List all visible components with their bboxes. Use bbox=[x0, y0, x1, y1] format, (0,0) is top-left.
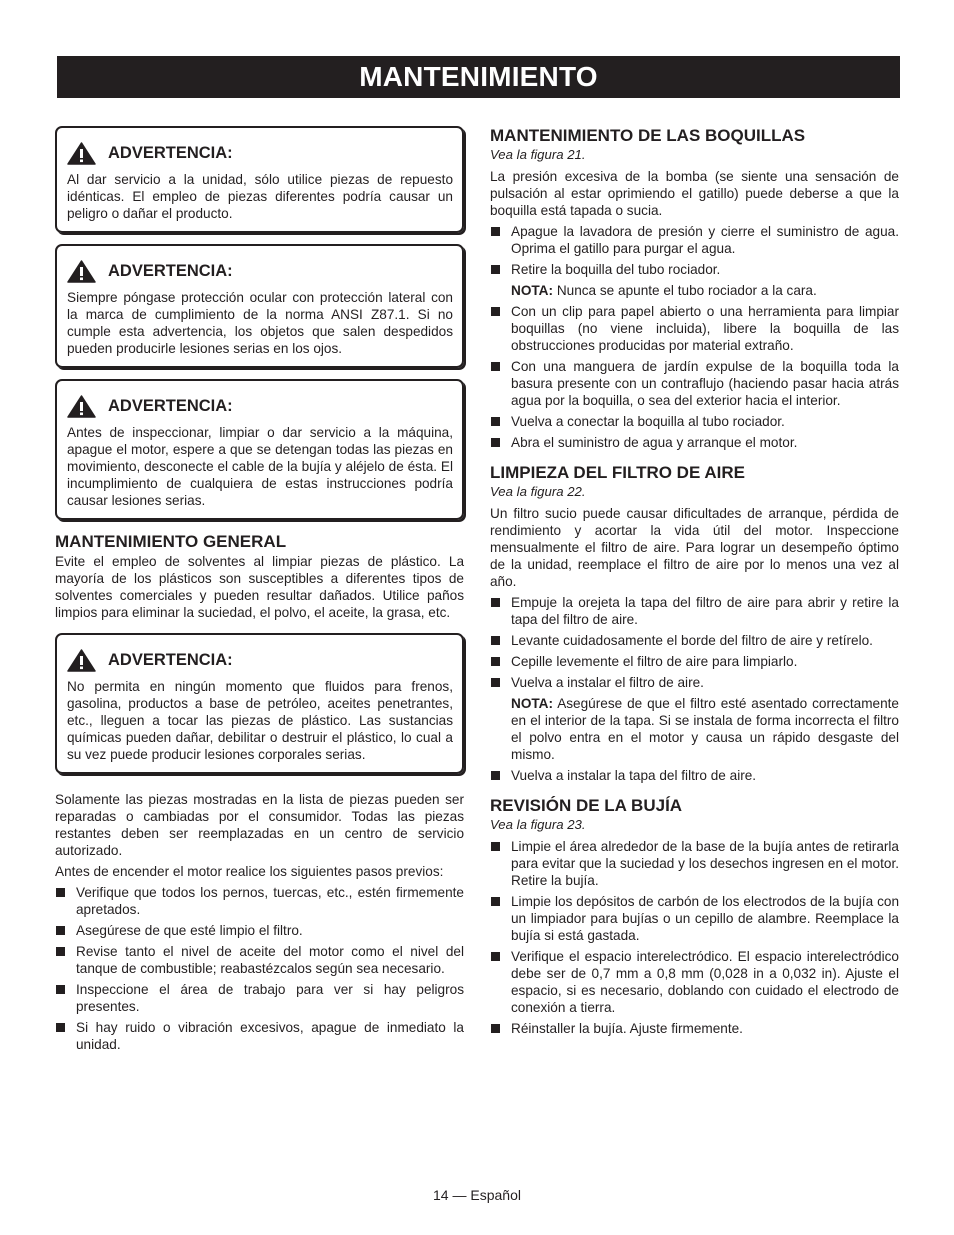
list-item: Con un clip para papel abierto o una herramienta para limpiar boquillas (no viene incluida), libere la boquilla de las obstrucciones producidas por material extraño. bbox=[490, 303, 899, 354]
warning-title: ADVERTENCIA: bbox=[108, 651, 233, 669]
title-bar bbox=[57, 56, 900, 98]
list-item: Abra el suministro de agua y arranque el motor. bbox=[490, 434, 899, 451]
general-paragraph: Antes de encender el motor realice los siguientes pasos previos: bbox=[55, 864, 444, 879]
list-item: Con una manguera de jardín expulse de la boquilla toda la basura presente con un contraflujo (haciendo pasar hacia atrás agua por la boquilla, o sea del exterior hacia el interior. bbox=[490, 358, 899, 409]
warning-title: ADVERTENCIA: bbox=[108, 262, 233, 280]
warning-title: ADVERTENCIA: bbox=[108, 397, 233, 415]
figure-reference: Vea la figura 23. bbox=[490, 817, 586, 832]
warning-triangle-icon bbox=[67, 142, 96, 165]
list-item: Revise tanto el nivel de aceite del motor como el nivel del tanque de combustible; reabastézcalos según sea necesario. bbox=[55, 943, 464, 977]
right-column bbox=[490, 126, 899, 1041]
warning-text: No permita en ningún momento que fluidos para frenos, gasolina, productos a base de petróleo, aceites penetrantes, etc., lleguen a tocar las piezas de plástico. Las sustancias químicas pueden dañar, debilitar o destruir el plástico, lo cual a su vez puede producir lesiones corporales serias. bbox=[67, 679, 453, 762]
section-heading-spark-plug: REVISIÓN DE LA BUJÍA bbox=[490, 796, 683, 815]
warning-box bbox=[55, 244, 464, 368]
note-label: NOTA: bbox=[511, 696, 554, 711]
figure-reference: Vea la figura 22. bbox=[490, 484, 586, 499]
warning-box bbox=[55, 633, 464, 774]
nozzles-bullet-list bbox=[490, 303, 899, 451]
list-item: Levante cuidadosamente el borde del filtro de aire y retírelo. bbox=[490, 632, 899, 649]
warning-triangle-icon bbox=[67, 260, 96, 283]
section-heading-nozzles: MANTENIMIENTO DE LAS BOQUILLAS bbox=[490, 126, 806, 145]
warning-header bbox=[67, 395, 453, 418]
warning-box bbox=[55, 379, 464, 520]
warning-header bbox=[67, 260, 453, 283]
warning-title: ADVERTENCIA: bbox=[108, 144, 233, 162]
note-label: NOTA: bbox=[511, 283, 554, 298]
list-item: Verifique que todos los pernos, tuercas, etc., estén firmemente apretados. bbox=[55, 884, 464, 918]
general-paragraph: Solamente las piezas mostradas en la lista de piezas pueden ser reparadas o cambiadas por el consumidor. Todas las piezas restantes deben ser reemplazadas en un centro de servicio autorizado. bbox=[55, 792, 464, 858]
list-item: Apague la lavadora de presión y cierre el suministro de agua. Oprima el gatillo para purgar el agua. bbox=[490, 223, 899, 257]
list-item: Vuelva a instalar el filtro de aire. bbox=[490, 674, 899, 691]
warning-header bbox=[67, 142, 453, 165]
list-item: Empuje la orejeta la tapa del filtro de aire para abrir y retire la tapa del filtro de aire. bbox=[490, 594, 899, 628]
warning-text: Al dar servicio a la unidad, sólo utilice piezas de repuesto idénticas. El empleo de piezas diferentes podría causar un peligro o dañar el producto. bbox=[67, 172, 453, 221]
note bbox=[511, 695, 899, 763]
air-filter-bullet-list bbox=[490, 594, 899, 691]
page-title: MANTENIMIENTO bbox=[359, 61, 598, 92]
list-item: Réinstaller la bujía. Ajuste firmemente. bbox=[490, 1020, 899, 1037]
air-filter-text: Un filtro sucio puede causar dificultades de arranque, pérdida de rendimiento y acortar la vida útil del motor. Inspeccione mensualmente el filtro de aire. Para lograr un desempeño óptimo de la unidad, reemplace el filtro de aire por lo menos una vez al año. bbox=[490, 506, 899, 589]
nozzles-text: La presión excesiva de la bomba (se siente una sensación de pulsación al estar oprimiendo el gatillo) puede deberse a que la boquilla está tapada o sucia. bbox=[490, 169, 899, 218]
note-text: Nunca se apunte el tubo rociador a la cara. bbox=[556, 283, 817, 298]
list-item: Vuelva a instalar la tapa del filtro de aire. bbox=[490, 767, 899, 784]
warning-triangle-icon bbox=[67, 395, 96, 418]
note-text: Asegúrese de que el filtro esté asentado correctamente en el interior de la tapa. Si se instala de forma incorrecta el filtro el polvo entra en el motor y causa un rápido desgaste del mismo. bbox=[511, 696, 899, 762]
list-item: Inspeccione el área de trabajo para ver si hay peligros presentes. bbox=[55, 981, 464, 1015]
warning-triangle-icon bbox=[67, 649, 96, 672]
warning-header bbox=[67, 649, 453, 672]
list-item: Vuelva a conectar la boquilla al tubo rociador. bbox=[490, 413, 899, 430]
warning-box bbox=[55, 126, 464, 233]
list-item: Asegúrese de que esté limpio el filtro. bbox=[55, 922, 464, 939]
section-heading-air-filter: LIMPIEZA DEL FILTRO DE AIRE bbox=[490, 463, 745, 482]
list-item: Limpie los depósitos de carbón de los electrodos de la bujía con un limpiador para bujías o un cepillo de alambre. Reemplace la bujía si está gastada. bbox=[490, 893, 899, 944]
section-heading-general: MANTENIMIENTO GENERAL bbox=[55, 532, 287, 551]
list-item: Cepille levemente el filtro de aire para limpiarlo. bbox=[490, 653, 899, 670]
figure-reference: Vea la figura 21. bbox=[490, 147, 586, 162]
nozzles-bullet-list bbox=[490, 223, 899, 278]
page-footer: 14 — Español bbox=[433, 1187, 521, 1203]
air-filter-bullet-list bbox=[490, 767, 899, 784]
note bbox=[511, 282, 899, 299]
general-text: Evite el empleo de solventes al limpiar piezas de plástico. La mayoría de los plásticos son susceptibles a diferentes tipos de solventes comerciales y pueden resultar dañados. Utilice paños limpios para eliminar la suciedad, el polvo, el aceite, la grasa, etc. bbox=[55, 554, 464, 620]
list-item: Limpie el área alrededor de la base de la bujía antes de retirarla para evitar que la suciedad y los desechos ingresen en el motor. Retire la bujía. bbox=[490, 838, 899, 889]
list-item: Verifique el espacio interelectródico. El espacio interelectródico debe ser de 0,7 mm a 0,8 mm (0,028 in a 0,032 in). Ajuste el espacio, si es necesario, doblando con cuidado el electrodo de conexión a tierra. bbox=[490, 948, 899, 1016]
warning-text: Antes de inspeccionar, limpiar o dar servicio a la máquina, apague el motor, espere a que se detengan todas las piezas en movimiento, desconecte el cable de la bujía y aléjelo de ésta. El incumplimiento de cualquiera de estas instrucciones podría causar lesiones serias. bbox=[67, 425, 453, 508]
general-bullet-list bbox=[55, 884, 464, 1053]
list-item: Retire la boquilla del tubo rociador. bbox=[490, 261, 899, 278]
warning-text: Siempre póngase protección ocular con protección lateral con la marca de cumplimiento de la norma ANSI Z87.1. Si no cumple esta advertencia, los objetos que salen despedidos pueden producirle lesiones serias en los ojos. bbox=[67, 290, 453, 356]
list-item: Si hay ruido o vibración excesivos, apague de inmediato la unidad. bbox=[55, 1019, 464, 1053]
left-column bbox=[55, 126, 464, 1057]
spark-plug-bullet-list bbox=[490, 838, 899, 1037]
